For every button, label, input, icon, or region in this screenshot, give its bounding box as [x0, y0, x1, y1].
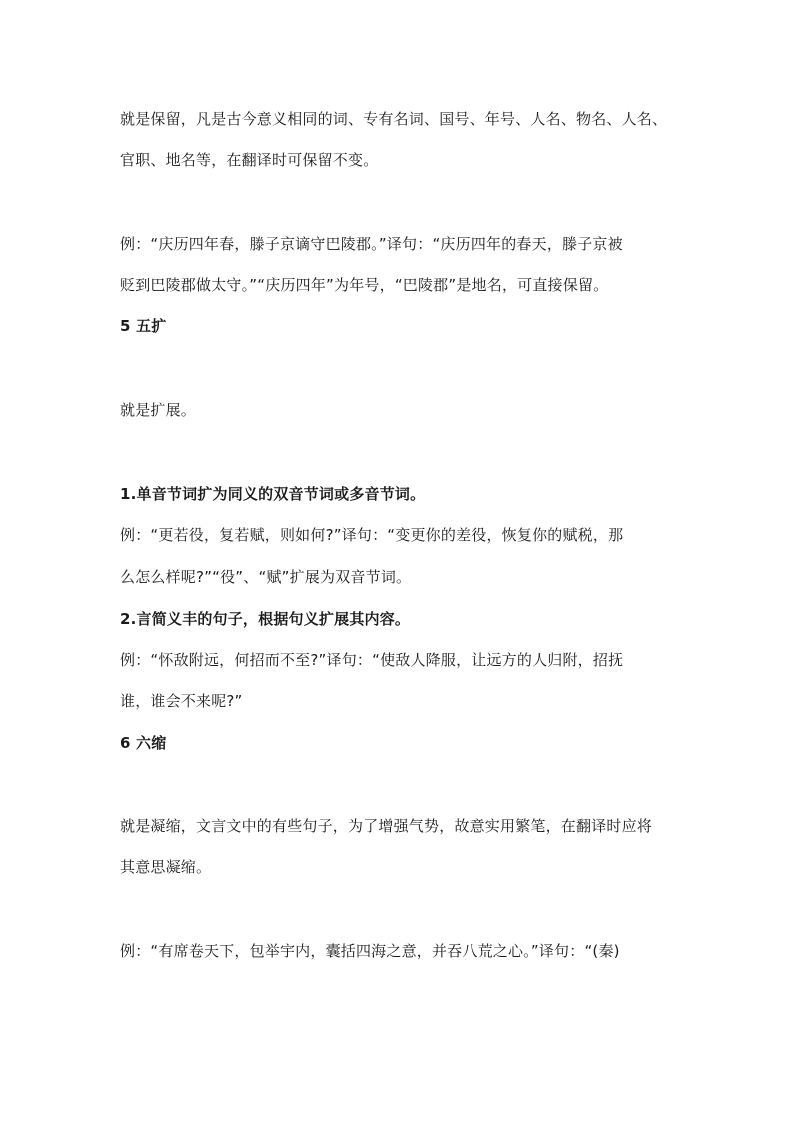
- expand-rule-1: 1.单音节词扩为同义的双音节词或多音节词。: [120, 485, 426, 503]
- paragraph-expand-intro: 就是扩展。: [120, 401, 197, 419]
- paragraph-condense-line-2: 其意思凝缩。: [120, 858, 212, 876]
- section-heading-5: 5 五扩: [120, 317, 167, 335]
- paragraph-keep-line-2: 官职、地名等，在翻译时可保留不变。: [120, 151, 379, 169]
- expand-example-2-line-1: 例：“怀敌附远，何招而不至?”译句：“使敌人降服，让远方的人归附，招抚: [120, 651, 624, 669]
- expand-rule-2: 2.言简义丰的句子，根据句义扩展其内容。: [120, 610, 411, 628]
- expand-example-2-line-2: 谁，谁会不来呢?”: [120, 692, 243, 710]
- expand-example-1-line-1: 例：“更若役，复若赋，则如何?”译句：“变更你的差役，恢复你的赋税，那: [120, 526, 624, 544]
- paragraph-condense-line-1: 就是凝缩，文言文中的有些句子，为了增强气势，故意实用繁笔，在翻译时应将: [120, 817, 653, 835]
- example-keep-line-1: 例：“庆历四年春，滕子京谪守巴陵郡。”译句：“庆历四年的春天，滕子京被: [120, 235, 623, 253]
- section-heading-6: 6 六缩: [120, 734, 167, 752]
- example-condense-line-1: 例：“有席卷天下，包举宇内，囊括四海之意，并吞八荒之心。”译句：“(秦): [120, 942, 620, 960]
- expand-example-1-line-2: 么怎么样呢?”“役”、“赋”扩展为双音节词。: [120, 568, 412, 586]
- example-keep-line-2: 贬到巴陵郡做太守。”“庆历四年”为年号，“巴陵郡”是地名，可直接保留。: [120, 276, 609, 294]
- paragraph-keep-line-1: 就是保留，凡是古今意义相同的词、专有名词、国号、年号、人名、物名、人名、: [120, 110, 668, 128]
